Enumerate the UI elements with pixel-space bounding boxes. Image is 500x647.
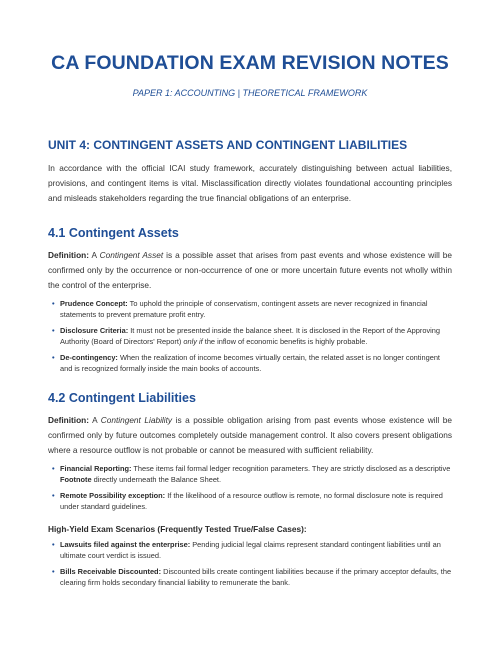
- bullet-icon: •: [52, 540, 55, 549]
- section-heading-contingent-assets: 4.1 Contingent Assets: [48, 226, 179, 240]
- definition-pre: A: [89, 250, 100, 260]
- bullet-lead: Disclosure Criteria:: [60, 326, 129, 335]
- bullet-icon: •: [52, 353, 55, 362]
- bullet-lead: Remote Possibility exception:: [60, 491, 166, 500]
- definition-label: Definition:: [48, 415, 90, 425]
- contingent-assets-bullet-list: [48, 299, 452, 374]
- bullet-text: To uphold the principle of conservatism, contingent assets are never recognized in financial statements to prevent premature profit entry.: [60, 299, 428, 319]
- definition-text: is a possible asset that arises from past events and whose existence will be confirmed only by the occurrence or non-occurrence of one or more uncertain future events not wholly within the control of the enterprise.: [48, 250, 452, 290]
- list-item: [52, 567, 452, 588]
- bullet-text-pre: It must not be presented inside the balance sheet. It is disclosed in the Report of the Approving Authority (Board of Directors' Report): [60, 326, 441, 346]
- bullet-icon: •: [52, 326, 55, 335]
- bullet-text-pre: These items fail formal ledger recognition parameters. They are strictly disclosed as a descriptive: [131, 464, 451, 473]
- bullet-text-post: the inflow of economic benefits is highly probable.: [202, 336, 368, 346]
- bullet-lead: Prudence Concept:: [60, 299, 128, 308]
- bullet-text: Discounted bills create contingent liabilities because if the primary acceptor defaults, the clearing firm holds secondary financial liability to remunerate the bank.: [60, 567, 452, 587]
- definition-contingent-liability: [48, 413, 452, 458]
- bullet-lead: Bills Receivable Discounted:: [60, 567, 162, 576]
- bullet-text: If the likelihood of a resource outflow is remote, no formal disclosure note is required under standard guidelines.: [60, 491, 443, 511]
- unit-heading: UNIT 4: CONTINGENT ASSETS AND CONTINGENT LIABILITIES: [48, 138, 408, 152]
- bullet-icon: •: [52, 464, 55, 473]
- document-title: CA FOUNDATION EXAM REVISION NOTES: [51, 52, 449, 74]
- bullet-lead: Financial Reporting:: [60, 464, 132, 473]
- list-item: [52, 326, 452, 347]
- exam-scenarios-bullet-list: [48, 540, 452, 588]
- section-heading-contingent-liabilities: 4.2 Contingent Liabilities: [48, 391, 196, 405]
- bullet-icon: •: [52, 567, 55, 576]
- definition-pre: A: [89, 415, 101, 425]
- list-item: [52, 353, 452, 374]
- bullet-text-post: directly underneath the Balance Sheet.: [91, 474, 222, 484]
- bullet-text-italic: only if: [183, 336, 203, 346]
- bullet-icon: •: [52, 491, 55, 500]
- list-item: [52, 299, 452, 320]
- definition-contingent-asset: [48, 248, 452, 293]
- bullet-text: Pending judicial legal claims represent standard contingent liabilities until an ultimate court verdict is issued.: [60, 540, 441, 560]
- bullet-lead: Lawsuits filed against the enterprise:: [60, 540, 191, 549]
- exam-scenarios-heading: High-Yield Exam Scenarios (Frequently Tested True/False Cases):: [48, 524, 307, 534]
- definition-text: is a possible obligation arising from past events whose existence will be confirmed only by future outcomes completely outside management control. It also covers present obligations where a resource outflow is not probable or cannot be measured with sufficient reliability.: [48, 415, 453, 455]
- bullet-text-bold: Footnote: [60, 474, 92, 484]
- list-item: [52, 464, 452, 485]
- definition-term: Contingent Liability: [100, 415, 173, 425]
- bullet-lead: De-contingency:: [60, 353, 118, 362]
- list-item: [52, 491, 452, 512]
- definition-label: Definition:: [48, 250, 90, 260]
- bullet-text: When the realization of income becomes virtually certain, the related asset is no longer contingent and is recognized formally inside the main books of accounts.: [60, 353, 440, 373]
- bullet-icon: •: [52, 299, 55, 308]
- document-subtitle: PAPER 1: ACCOUNTING | THEORETICAL FRAMEWORK: [132, 88, 368, 98]
- definition-term: Contingent Asset: [99, 250, 164, 260]
- contingent-liabilities-bullet-list: [48, 464, 452, 512]
- list-item: [52, 540, 452, 561]
- unit-intro-paragraph: In accordance with the official ICAI study framework, accurately distinguishing between actual liabilities, provisions, and contingent items is vital. Misclassification directly violates foundational accounting principles and misleads stakeholders regarding the true financial obligations of an enterprise.: [48, 163, 452, 203]
